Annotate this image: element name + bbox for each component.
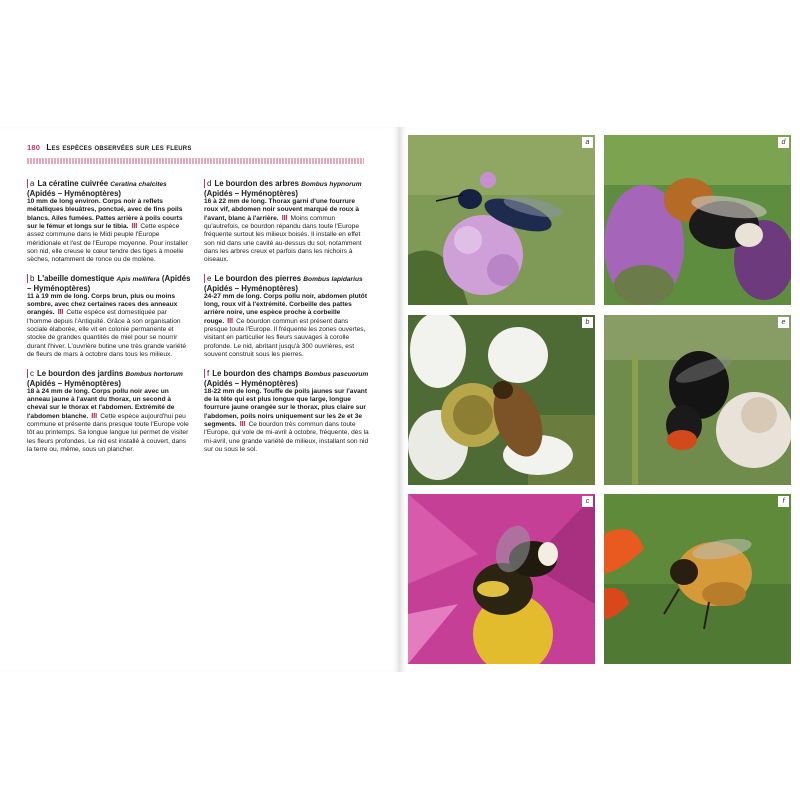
text-column-right	[204, 179, 369, 463]
photo-c-image	[408, 494, 595, 664]
entry-heading	[27, 274, 192, 293]
entry-biology: Cette espèce est domestiquée par l'homme depuis l'Antiquité. Grâce à son organisation sociale élaborée, elle vit en colonie permanente et stocke de grandes quantités de miel pour se nourrir durant l'hiver. L'ouvrière butine une très grande variété de fleurs de mars à octobre dans tous les milieux.	[27, 309, 187, 359]
separator-mark: Ⅲ	[237, 420, 248, 428]
entry-description: 11 à 19 mm de long. Corps brun, plus ou moins sombre, avec chez certaines races des anneaux orangés.	[27, 292, 178, 317]
entry-letter: e	[204, 274, 211, 283]
entry-heading	[204, 369, 369, 388]
page-number: 180	[27, 143, 41, 152]
separator-mark: Ⅲ	[225, 317, 236, 325]
entry-heading	[204, 179, 369, 198]
entry-letter: a	[27, 179, 34, 188]
right-page	[400, 127, 800, 672]
running-head	[27, 143, 192, 152]
separator-mark: Ⅲ	[55, 309, 66, 317]
decorative-rule	[27, 158, 364, 164]
entry-name: L'abeille domestique	[37, 273, 115, 283]
entry-biology: Moins commun qu'autrefois, ce bourdon répandu dans toute l'Europe fréquente surtout les milieux boisés. Il installe en effet son nid dans une cavité au-dessus du sol, notamment dans les arbres creux et parfois dans les nichoirs à oiseaux.	[204, 214, 362, 264]
entry-family: (Apidés – Hyménoptères)	[27, 273, 191, 293]
entry-letter: c	[27, 369, 34, 378]
photo-f-image	[604, 494, 791, 664]
entry-description: 10 mm de long environ. Corps noir à reflets métalliques bleuâtres, ponctué, avec de fins poils blancs. Ailes fumées. Pattes arrière à poils courts sur le fémur et longs sur le tibia.	[27, 198, 183, 231]
entry-description: 16 à 22 mm de long. Thorax garni d'une fourrure roux vif, abdomen noir souvent marqué de roux à l'avant, blanc à l'arrière.	[204, 198, 359, 222]
text-column-left	[27, 179, 192, 463]
entry-name: Le bourdon des champs	[212, 368, 303, 378]
photo-d-tree-bumblebee	[604, 135, 791, 305]
entry-text	[204, 198, 369, 265]
entry-name: Le bourdon des arbres	[214, 179, 299, 188]
running-head-title: Les espèces observées sur les fleurs	[46, 143, 192, 152]
book-spread	[0, 127, 800, 672]
photo-f-field-bumblebee	[604, 494, 791, 664]
entry-scientific-name: Bombus hypnorum	[301, 181, 362, 188]
entry-description: 18-22 mm de long. Touffe de poils jaunes sur l'avant de la tête qui est plus longue que large, longue fourrure jaune orangée sur le thorax, plus claire sur l'abdomen, poils noirs uniquement sur les 2e et 3e segments.	[204, 387, 368, 428]
entry-family: (Apidés – Hyménoptères)	[27, 378, 122, 388]
photo-c-garden-bumblebee	[408, 494, 595, 664]
entry-heading	[27, 369, 192, 388]
photo-letter: a	[582, 137, 593, 148]
entry-scientific-name: Bombus hortorum	[125, 370, 183, 378]
photo-e-image	[604, 315, 791, 485]
photo-letter: e	[778, 317, 789, 328]
separator-mark: Ⅲ	[279, 214, 290, 222]
entry-biology: Cette espèce aujourd'hui peu commune et présente dans presque toute l'Europe vole tôt au printemps. Sa longue langue lui permet de visiter les fleurs profondes. Le nid est installé à couvert, dans la terre ou, même, sous un plancher.	[27, 412, 189, 453]
entry-scientific-name: Ceratina chalcites	[110, 181, 167, 188]
entry-heading	[204, 274, 369, 293]
separator-mark: Ⅲ	[129, 223, 140, 231]
photo-d-image	[604, 135, 791, 305]
species-entry-e	[204, 274, 369, 360]
photo-e-stone-bumblebee	[604, 315, 791, 485]
entry-description: 24-27 mm de long. Corps pollu noir, abdomen plutôt long, roux vif à l'extrémité. Corbeille des pattes arrière noire, une espèce proche à corbeille rouge.	[204, 292, 368, 325]
species-entry-f	[204, 369, 369, 455]
entry-text	[204, 293, 369, 360]
entry-family: (Apidés – Hyménoptères)	[204, 283, 299, 293]
entry-scientific-name: Bombus pascuorum	[304, 370, 369, 378]
species-entry-c	[27, 369, 192, 455]
species-entry-d	[204, 179, 369, 265]
entry-scientific-name: Bombus lapidarius	[303, 275, 363, 283]
photo-letter: f	[778, 496, 789, 507]
entry-family: (Apidés – Hyménoptères)	[27, 189, 122, 198]
entry-text	[27, 388, 192, 455]
photo-a-ceratina	[408, 135, 595, 305]
entry-name: Le bourdon des jardins	[37, 368, 124, 378]
entry-scientific-name: Apis mellifera	[116, 275, 160, 283]
entry-description: 18 à 24 mm de long. Corps pollu noir avec un anneau jaune à l'avant du thorax, un second à cheval sur le thorax et l'abdomen. Extrémité de l'abdomen blanche.	[27, 387, 175, 420]
entry-heading	[27, 179, 192, 198]
photo-letter: c	[582, 496, 593, 507]
entry-text	[27, 198, 192, 265]
photo-a-image	[408, 135, 595, 305]
entry-text	[204, 388, 369, 455]
entry-name: Le bourdon des pierres	[214, 273, 302, 283]
left-page	[0, 127, 400, 672]
photo-letter: d	[778, 137, 789, 148]
entry-letter: f	[204, 369, 209, 378]
separator-mark: Ⅲ	[89, 412, 100, 420]
photo-b-image	[408, 315, 595, 485]
species-entry-a	[27, 179, 192, 265]
photo-b-honeybee	[408, 315, 595, 485]
entry-family: (Apidés – Hyménoptères)	[204, 189, 299, 198]
entry-family: (Apidés – Hyménoptères)	[204, 378, 299, 388]
entry-letter: d	[204, 179, 211, 188]
entry-biology: Ce bourdon commun est présent dans presque toute l'Europe. Il fréquente les zones ouvertes, visitant en particulier les fleurs sauvages à corolle profonde. Le nid, abritant jusqu'à 300 ouvrières, est souvent construit sous les pierres.	[204, 317, 366, 359]
entry-biology: Cette espèce assez commune dans le Midi peuple l'Europe méridionale et l'est de l'Europe moyenne. Pour installer son nid, elle creuse le cœur tendre des tiges à moelle sèches, notamment de ronce ou de molène.	[27, 223, 188, 264]
species-entry-b	[27, 274, 192, 360]
entry-letter: b	[27, 274, 34, 283]
entry-name: La cératine cuivrée	[37, 179, 109, 188]
photo-letter: b	[582, 317, 593, 328]
entry-biology: Ce bourdon très commun dans toute l'Europe, qui vole de mi-avril à octobre, fréquente, dès la mi-avril, une grande variété de milieux, installant son nid sur ou sous le sol.	[204, 420, 369, 453]
entry-text	[27, 293, 192, 360]
